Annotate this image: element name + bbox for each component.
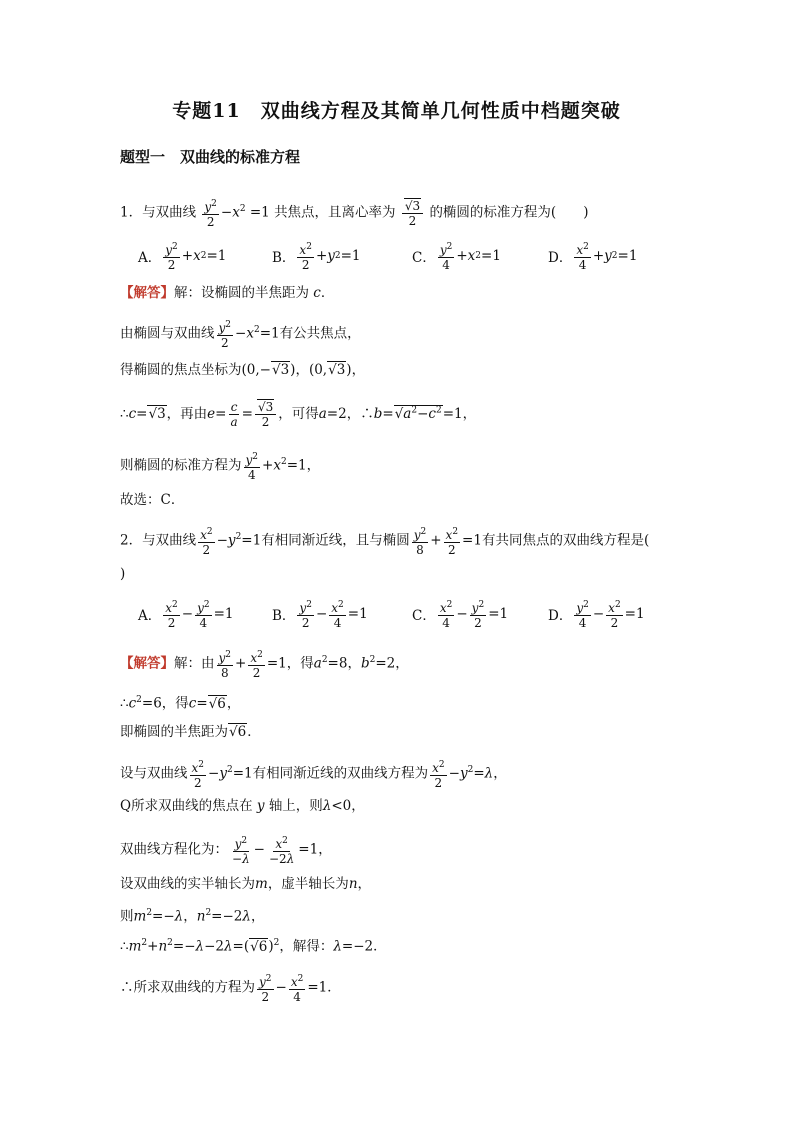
q1-stem: 1．与双曲线 $\frac{y^2}{2}$ $-x^2 =1$ 共焦点，且离心率为 $\frac{√3}{2}$ 的椭圆的标准方程为( ) xyxy=(120,198,589,229)
q1-solution-line-5: 则椭圆的标准方程为 $\frac{y^2}{4}$ $+x^2=1$， xyxy=(120,452,321,482)
q2-solution-line-6: 双曲线方程化为： $\frac{y^2}{-\lambda}$ − $\frac{x^2}{-2\lambda}$ =1， xyxy=(120,836,332,866)
q2-option-d[interactable]: D． $\frac{y^2}{4}$ − $\frac{x^2}{2}$ =1 xyxy=(548,600,645,630)
q2-solution-line-5: Q所求双曲线的焦点在 y 轴上，则λ<0， xyxy=(120,798,365,814)
q1-solution-line-1: 【解答】解：设椭圆的半焦距为 c． xyxy=(120,285,335,301)
q2-option-b[interactable]: B． $\frac{y^2}{2}$ − $\frac{x^2}{4}$ =1 xyxy=(272,600,368,630)
q1-option-b[interactable]: B． $\frac{x^2}{2}$ + y 2 =1 xyxy=(272,242,361,272)
q2-stem: 2．与双曲线 $\frac{x^2}{2}$ $-y^2=1$有相同渐近线，且与椭圆 $\frac{y^2}{8}$ + $\frac{x^2}{2}$ =1有共同焦点的双曲线方程是( xyxy=(120,527,650,557)
q1-solution-line-6: 故选：C． xyxy=(120,492,185,508)
q2-solution-line-8: 则$m^2=-\lambda$，$n^2=-2\lambda$， xyxy=(120,908,265,925)
page-title: 专题11 双曲线方程及其简单几何性质中档题突破 xyxy=(172,100,621,122)
q2-solution-line-2: $\therefore c^2=6$，得c=√6， xyxy=(120,695,241,712)
q1-solution-line-2: 由椭圆与双曲线 $\frac{y^2}{2}$ $-x^2=1$有公共焦点， xyxy=(120,320,361,350)
q1-solution-line-3: 得椭圆的焦点坐标为(0,−√3)，(0,√3)， xyxy=(120,362,366,378)
q2-solution-line-1: 【解答】解：由 $\frac{y^2}{8}$ + $\frac{x^2}{2}$ =1，得$a^2=8$，$b^2=2$， xyxy=(120,650,409,680)
q1-option-a[interactable]: A． $\frac{y^2}{2}$ + x 2 =1 xyxy=(138,242,227,272)
q2-option-c[interactable]: C． $\frac{x^2}{4}$ − $\frac{y^2}{2}$ =1 xyxy=(412,600,509,630)
q2-option-a[interactable]: A． $\frac{x^2}{2}$ − $\frac{y^2}{4}$ =1 xyxy=(138,600,234,630)
q2-solution-line-4: 设与双曲线 $\frac{x^2}{2}$ $-y^2=1$有相同渐近线的双曲线方程为 $\frac{x^2}{2}$ $-y^2=\lambda$， xyxy=(120,760,507,790)
q2-solution-line-3: 即椭圆的半焦距为√6． xyxy=(120,724,261,740)
q1-solution-line-4: ∴c=√3，再由e= $\frac{c}{a}$ = $\frac{√3}{2}$ ，可得a=2，$\therefore b=√a^2-c^2=1$， xyxy=(120,400,477,429)
q2-solution-line-7: 设双曲线的实半轴长为m，虚半轴长为n， xyxy=(120,876,372,892)
q1-option-c[interactable]: C． $\frac{y^2}{4}$ + x 2 =1 xyxy=(412,242,501,272)
q1-option-d[interactable]: D． $\frac{x^2}{4}$ + y 2 =1 xyxy=(548,242,638,272)
q2-stem-end: ) xyxy=(120,566,126,582)
q1-options xyxy=(138,240,698,272)
q2-options xyxy=(138,598,698,630)
q2-solution-line-9: $\therefore m^2+n^2=-\lambda-2\lambda=(√6)^2$，解得：λ=−2． xyxy=(120,938,387,955)
section-heading: 题型一 双曲线的标准方程 xyxy=(120,148,301,166)
q2-solution-line-10: ∴所求双曲线的方程为 $\frac{y^2}{2}$ − $\frac{x^2}{4}$ =1． xyxy=(120,974,341,1004)
